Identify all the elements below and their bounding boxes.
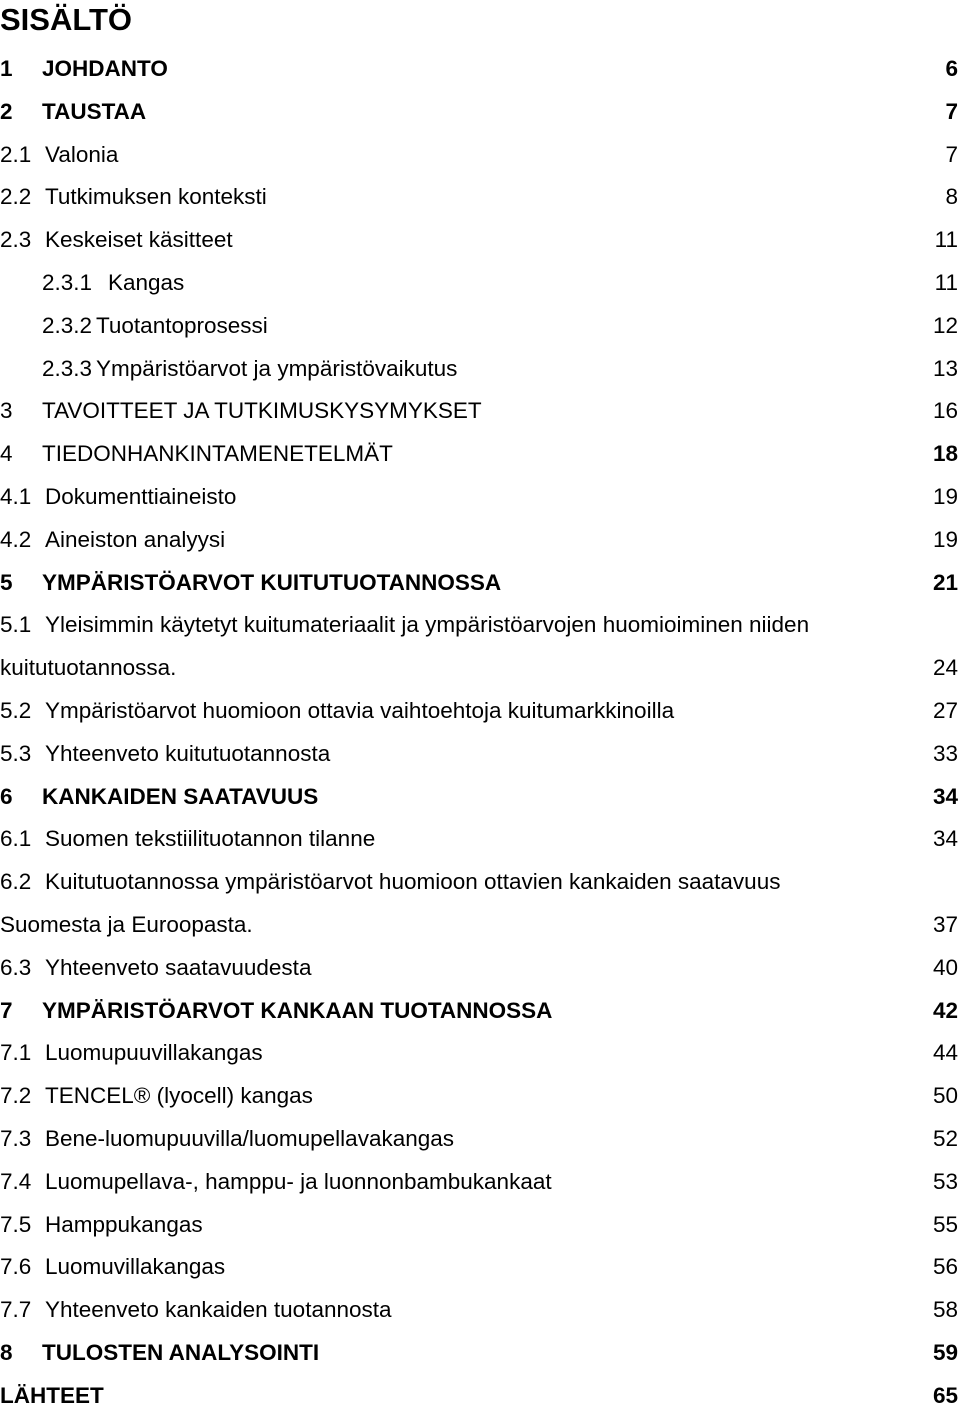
toc-page: 34 bbox=[932, 826, 958, 852]
toc-number: 5.1 bbox=[0, 612, 32, 638]
toc-page: 52 bbox=[932, 1125, 958, 1151]
toc-page: 65 bbox=[932, 1382, 958, 1408]
toc-title: TIEDONHANKINTAMENETELMÄT bbox=[42, 441, 393, 467]
toc-number: 4.2 bbox=[0, 526, 32, 552]
toc-title: TAVOITTEET JA TUTKIMUSKYSYMYKSET bbox=[42, 398, 482, 424]
toc-title: JOHDANTO bbox=[42, 56, 168, 81]
toc-page: 7 bbox=[945, 98, 958, 124]
toc-number: 8 bbox=[0, 1339, 13, 1365]
toc-title: Dokumenttiaineisto bbox=[45, 483, 237, 509]
toc-page: 16 bbox=[932, 398, 958, 424]
toc-title: Ympäristöarvot ja ympäristövaikutus bbox=[96, 355, 458, 381]
toc-title: Bene-luomupuuvilla/luomupellavakangas bbox=[45, 1125, 455, 1151]
toc-number: 7.2 bbox=[0, 1083, 32, 1109]
toc-page: 40 bbox=[932, 954, 958, 980]
toc-page: 11 bbox=[934, 269, 958, 295]
toc-entry[interactable] bbox=[0, 1161, 958, 1204]
toc-number: 2.1 bbox=[0, 141, 32, 167]
toc-title: Luomuvillakangas bbox=[45, 1254, 226, 1280]
toc-title: Yleisimmin käytetyt kuitumateriaalit ja ympäristöarvojen huomioiminen niiden bbox=[45, 612, 810, 638]
toc-title: Ympäristöarvot huomioon ottavia vaihtoehtoja kuitumarkkinoilla bbox=[45, 697, 675, 723]
toc-entry[interactable] bbox=[0, 818, 958, 861]
toc-entry[interactable] bbox=[0, 562, 958, 605]
toc-entry-continuation[interactable] bbox=[0, 647, 958, 690]
toc-entry-continuation[interactable] bbox=[0, 904, 958, 947]
toc-entry[interactable] bbox=[0, 1118, 958, 1161]
toc-entry[interactable] bbox=[0, 91, 958, 134]
toc-number: 2.3.2 bbox=[42, 312, 93, 338]
toc-entry[interactable] bbox=[0, 219, 958, 262]
toc-title: YMPÄRISTÖARVOT KUITUTUOTANNOSSA bbox=[42, 569, 502, 595]
toc-page: 58 bbox=[932, 1297, 958, 1323]
toc-number: 2.3 bbox=[0, 227, 32, 253]
toc-title: Suomesta ja Euroopasta. bbox=[0, 911, 253, 937]
toc-entry[interactable] bbox=[0, 519, 958, 562]
toc-number: 4 bbox=[0, 441, 13, 467]
toc-page: 11 bbox=[934, 227, 958, 253]
toc-page: 7 bbox=[945, 141, 958, 167]
toc-title: Tuotantoprosessi bbox=[96, 312, 268, 338]
toc-page: 18 bbox=[932, 441, 958, 467]
toc-page: 59 bbox=[932, 1339, 958, 1365]
toc-page: 19 bbox=[932, 526, 958, 552]
toc-page: 44 bbox=[932, 1040, 958, 1066]
toc-entry[interactable] bbox=[0, 1032, 958, 1075]
toc-entry[interactable] bbox=[0, 348, 958, 391]
toc-entry[interactable] bbox=[0, 1332, 958, 1375]
toc-title: kuitutuotannossa. bbox=[0, 655, 177, 681]
toc-number: 2.2 bbox=[0, 184, 32, 210]
toc-page: 34 bbox=[932, 783, 958, 809]
toc-entry[interactable] bbox=[0, 1289, 958, 1332]
toc-number: 4.1 bbox=[0, 483, 32, 509]
toc-title: Yhteenveto kuitutuotannosta bbox=[45, 740, 331, 766]
toc-entry[interactable] bbox=[0, 990, 958, 1033]
toc-entry[interactable] bbox=[0, 476, 958, 519]
toc-title: LÄHTEET bbox=[0, 1382, 104, 1408]
toc-title: TULOSTEN ANALYSOINTI bbox=[42, 1339, 320, 1365]
toc-entry[interactable] bbox=[0, 604, 958, 647]
toc-number: 2.3.1 bbox=[42, 269, 93, 295]
toc-number: 7.6 bbox=[0, 1254, 32, 1280]
toc-page: 8 bbox=[945, 184, 958, 210]
toc-number: 6.1 bbox=[0, 826, 32, 852]
toc-page: 19 bbox=[932, 483, 958, 509]
toc-entry[interactable] bbox=[0, 1204, 958, 1247]
toc-entry[interactable] bbox=[0, 1246, 958, 1289]
toc-page: 50 bbox=[932, 1083, 958, 1109]
toc-entry[interactable] bbox=[0, 390, 958, 433]
toc-page: 24 bbox=[932, 655, 958, 681]
toc-page: 6 bbox=[945, 56, 958, 81]
toc-number: 7 bbox=[0, 997, 13, 1023]
toc-entry[interactable] bbox=[0, 690, 958, 733]
toc-entry[interactable] bbox=[0, 947, 958, 990]
toc-title: Kangas bbox=[108, 269, 185, 295]
toc-number: 7.5 bbox=[0, 1211, 32, 1237]
toc-page: 56 bbox=[932, 1254, 958, 1280]
toc-title: Kuitutuotannossa ympäristöarvot huomioon ottavien kankaiden saatavuus bbox=[45, 869, 781, 895]
toc-number: 5 bbox=[0, 569, 13, 595]
toc-entry[interactable] bbox=[0, 1375, 958, 1418]
toc-number: 3 bbox=[0, 398, 13, 424]
toc-number: 1 bbox=[0, 56, 13, 81]
toc-number: 2 bbox=[0, 98, 13, 124]
toc-page: 42 bbox=[932, 997, 958, 1023]
toc-page: 21 bbox=[932, 569, 958, 595]
toc-number: 7.7 bbox=[0, 1297, 32, 1323]
toc-entry[interactable] bbox=[0, 305, 958, 348]
toc-title: Hamppukangas bbox=[45, 1211, 203, 1237]
toc-title: KANKAIDEN SAATAVUUS bbox=[42, 783, 319, 809]
toc-number: 6.2 bbox=[0, 869, 32, 895]
toc-entry[interactable] bbox=[0, 1075, 958, 1118]
toc-page: 27 bbox=[932, 697, 958, 723]
toc-title: Suomen tekstiilituotannon tilanne bbox=[45, 826, 376, 852]
toc-number: 6.3 bbox=[0, 954, 32, 980]
toc-title: Keskeiset käsitteet bbox=[45, 227, 233, 253]
toc-entry[interactable] bbox=[0, 134, 958, 177]
toc-entry[interactable] bbox=[0, 48, 958, 91]
toc-number: 2.3.3 bbox=[42, 355, 93, 381]
toc-entry[interactable] bbox=[0, 262, 958, 305]
toc-number: 7.4 bbox=[0, 1168, 32, 1194]
table-of-contents bbox=[0, 48, 958, 1418]
toc-entry[interactable] bbox=[0, 776, 958, 819]
toc-page: 37 bbox=[932, 911, 958, 937]
toc-page: 33 bbox=[932, 740, 958, 766]
toc-entry[interactable] bbox=[0, 861, 958, 904]
toc-number: 7.1 bbox=[0, 1040, 32, 1066]
toc-title: TAUSTAA bbox=[42, 98, 147, 124]
toc-entry[interactable] bbox=[0, 176, 958, 219]
toc-entry[interactable] bbox=[0, 733, 958, 776]
toc-page: 55 bbox=[932, 1211, 958, 1237]
toc-title: Yhteenveto saatavuudesta bbox=[45, 954, 312, 980]
toc-title: Luomupellava-, hamppu- ja luonnonbambukankaat bbox=[45, 1168, 552, 1194]
toc-entry[interactable] bbox=[0, 433, 958, 476]
toc-page: 13 bbox=[932, 355, 958, 381]
toc-title: Tutkimuksen konteksti bbox=[45, 184, 267, 210]
toc-title: YMPÄRISTÖARVOT KANKAAN TUOTANNOSSA bbox=[42, 997, 553, 1023]
toc-title: Luomupuuvillakangas bbox=[45, 1040, 263, 1066]
toc-title: Yhteenveto kankaiden tuotannosta bbox=[45, 1297, 392, 1323]
toc-page: 12 bbox=[932, 312, 958, 338]
toc-number: 5.2 bbox=[0, 697, 32, 723]
toc-title: Aineiston analyysi bbox=[45, 526, 226, 552]
toc-number: 7.3 bbox=[0, 1125, 32, 1151]
toc-number: 5.3 bbox=[0, 740, 32, 766]
toc-title: Valonia bbox=[45, 141, 119, 167]
toc-title: TENCEL® (lyocell) kangas bbox=[45, 1083, 313, 1109]
toc-number: 6 bbox=[0, 783, 13, 809]
page-title: SISÄLTÖ bbox=[0, 2, 133, 37]
toc-page: 53 bbox=[932, 1168, 958, 1194]
